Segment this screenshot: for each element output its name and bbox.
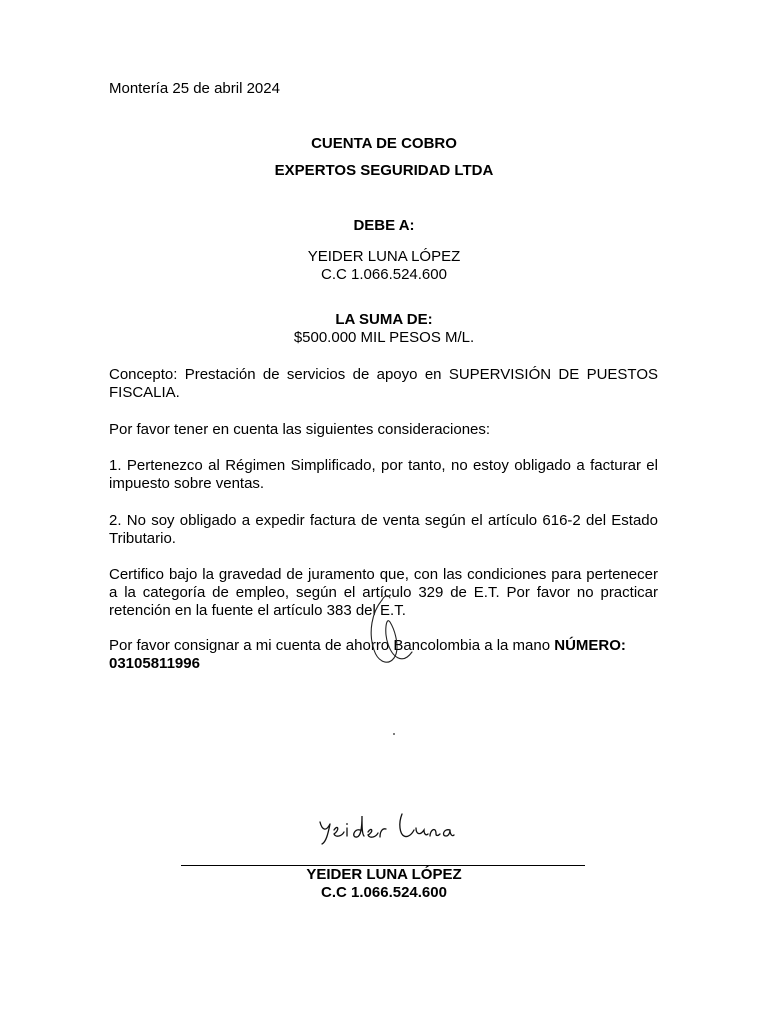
date-line: Montería 25 de abril 2024 xyxy=(109,80,280,97)
considerations-intro: Por favor tener en cuenta las siguientes consideraciones: xyxy=(109,421,491,438)
amount-value: $500.000 MIL PESOS M/L. xyxy=(293,329,475,346)
initial-mark xyxy=(360,592,420,672)
consideration-1: 1. Pertenezco al Régimen Simplificado, por tanto, no estoy obligado a facturar el impuesto sobre ventas. xyxy=(109,457,658,492)
debtor-id: C.C 1.066.524.600 xyxy=(321,266,447,283)
payment-text: Por favor consignar a mi cuenta de ahorro Bancolombia a la mano xyxy=(109,637,555,654)
debtor-label: DEBE A: xyxy=(353,217,415,234)
account-number: 03105811996 xyxy=(109,655,200,672)
signer-name: YEIDER LUNA LÓPEZ xyxy=(306,866,462,883)
certification-paragraph: Certifico bajo la gravedad de juramento que, con las condiciones para pertenecer a la categoría de empleo, según el artículo 329 de E.T. Por favor no practicar retención en la fuente el artículo 383 del E.T. xyxy=(109,566,658,619)
stray-dot xyxy=(393,733,395,735)
debtor-name: YEIDER LUNA LÓPEZ xyxy=(307,248,461,265)
concept-paragraph: Concepto: Prestación de servicios de apoyo en SUPERVISIÓN DE PUESTOS FISCALIA. xyxy=(109,366,658,401)
signer-id: C.C 1.066.524.600 xyxy=(321,884,447,901)
document-title: CUENTA DE COBRO xyxy=(311,135,457,152)
consideration-2: 2. No soy obligado a expedir factura de venta según el artículo 616-2 del Estado Tributario. xyxy=(109,512,658,547)
amount-label: LA SUMA DE: xyxy=(335,311,433,328)
account-number-label: NÚMERO: xyxy=(554,637,626,654)
handwritten-signature xyxy=(316,808,456,848)
company-name: EXPERTOS SEGURIDAD LTDA xyxy=(274,162,494,179)
